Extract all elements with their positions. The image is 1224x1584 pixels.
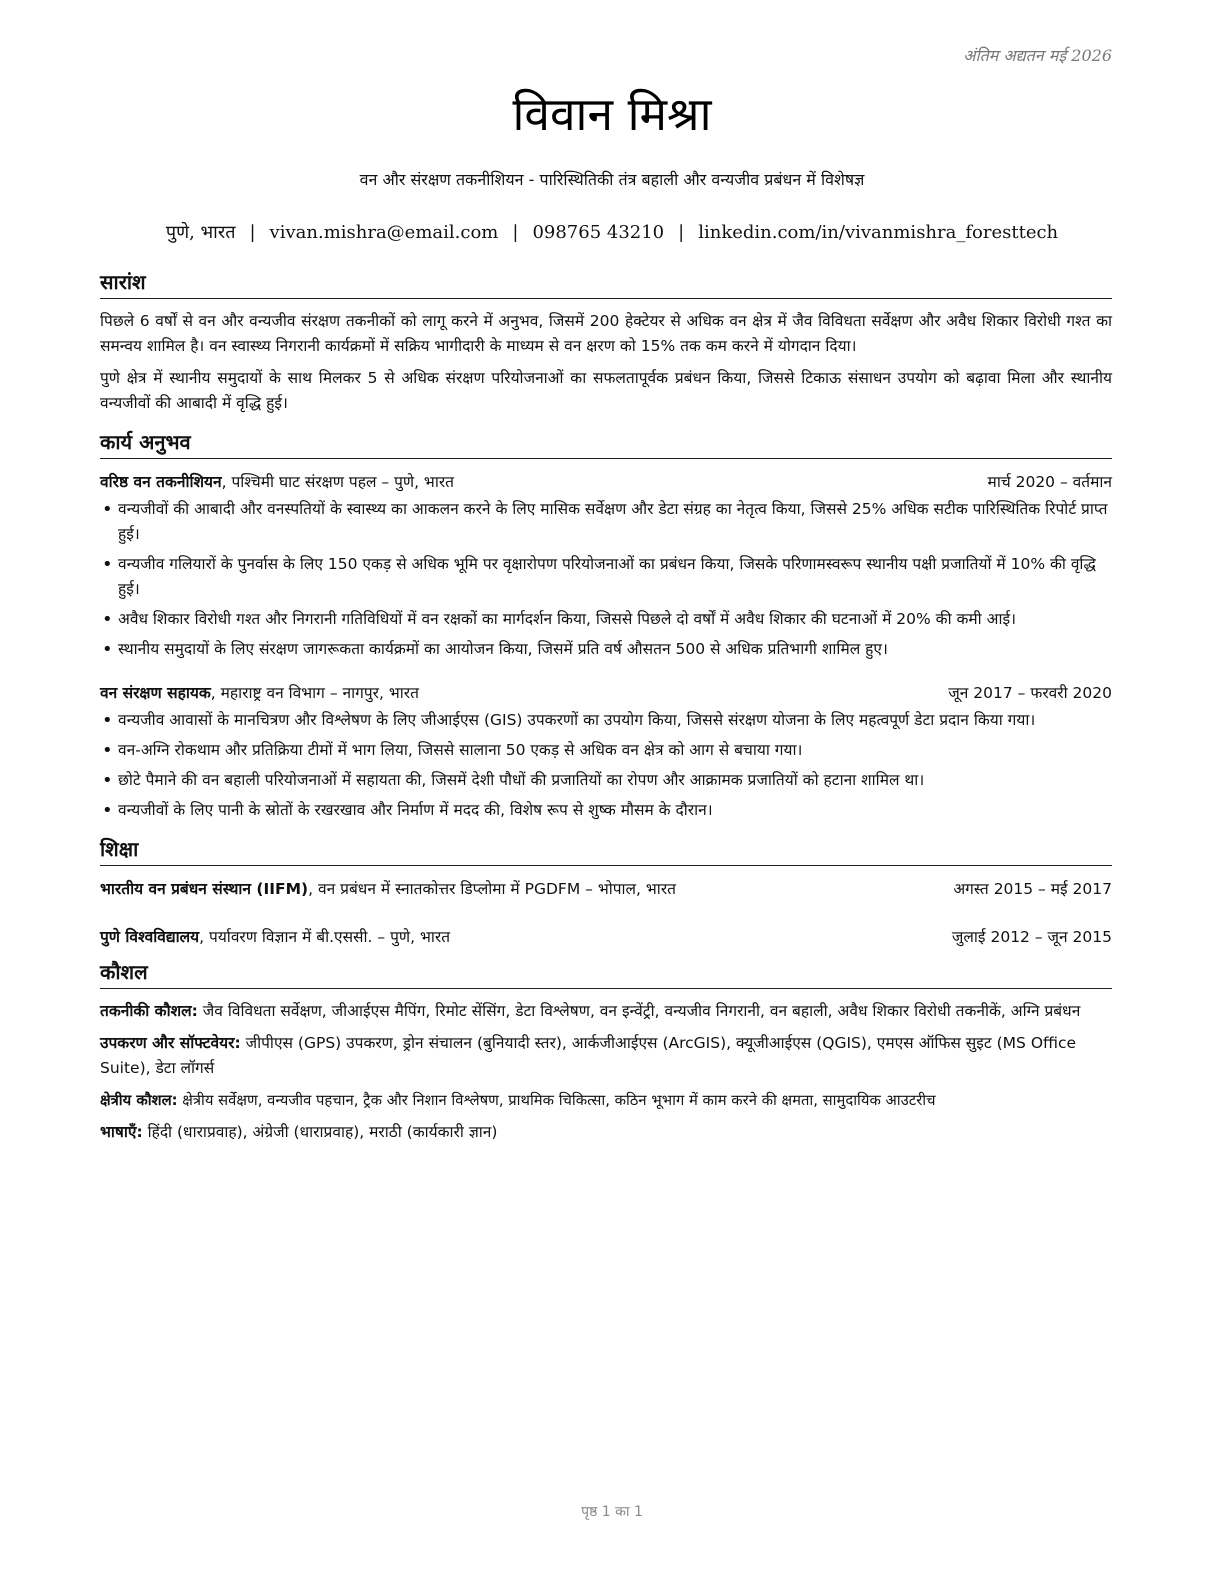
job-header bbox=[100, 680, 1112, 706]
job-dates: जून 2017 – फरवरी 2020 bbox=[948, 684, 1112, 702]
page-number: पृष्ठ 1 का 1 bbox=[581, 1504, 643, 1520]
skills-section bbox=[100, 958, 1112, 1145]
section-heading-experience: कार्य अनुभव bbox=[100, 428, 1112, 459]
education-section bbox=[100, 835, 1112, 950]
section-heading-education: शिक्षा bbox=[100, 835, 1112, 866]
skill-label: तकनीकी कौशल: bbox=[100, 1002, 198, 1020]
job-bullets bbox=[100, 497, 1112, 662]
experience-section bbox=[100, 428, 1112, 823]
education-entry bbox=[100, 924, 1112, 950]
section-heading-summary: सारांश bbox=[100, 268, 1112, 299]
skill-label: उपकरण और सॉफ्टवेयर: bbox=[100, 1034, 241, 1052]
education-dates: जुलाई 2012 – जून 2015 bbox=[951, 928, 1112, 946]
resume-body bbox=[100, 268, 1112, 1152]
summary-section bbox=[100, 268, 1112, 416]
education-institution: पुणे विश्वविद्यालय bbox=[100, 928, 200, 946]
skill-value: जैव विविधता सर्वेक्षण, जीआईएस मैपिंग, रिमोट सेंसिंग, डेटा विश्लेषण, वन इन्वेंट्री, वन्यजीव निगरानी, वन बहाली, अवैध शिकार विरोधी तकनीकें, अग्नि प्रबंधन bbox=[197, 1002, 1081, 1020]
contact-email[interactable]: vivan.mishra@email.com bbox=[269, 222, 499, 243]
skill-value: जीपीएस (GPS) उपकरण, ड्रोन संचालन (बुनियादी स्तर), आर्कजीआईएस (ArcGIS), क्यूजीआईएस (QGIS), एमएस ऑफिस सुइट (MS Office Suite), डेटा लॉगर्स bbox=[100, 1034, 1077, 1077]
job-title-line bbox=[100, 469, 454, 495]
job-title: वन संरक्षण सहायक bbox=[100, 684, 211, 702]
job-entry bbox=[100, 469, 1112, 662]
education-detail: , पर्यावरण विज्ञान में बी.एससी. – पुणे, भारत bbox=[199, 928, 451, 946]
job-bullet: • अवैध शिकार विरोधी गश्त और निगरानी गतिविधियों में वन रक्षकों का मार्गदर्शन किया, जिससे पिछले दो वर्षों में अवैध शिकार की घटनाओं में 20% की कमी आई। bbox=[100, 607, 1112, 632]
job-bullet: • वन्यजीव आवासों के मानचित्रण और विश्लेषण के लिए जीआईएस (GIS) उपकरणों का उपयोग किया, जिससे संरक्षण योजना के लिए महत्वपूर्ण डेटा प्रदान किया गया। bbox=[100, 708, 1112, 733]
skill-row-tools bbox=[100, 1031, 1112, 1081]
job-header bbox=[100, 469, 1112, 495]
job-title: वरिष्ठ वन तकनीशियन bbox=[100, 473, 222, 491]
job-organization: , पश्चिमी घाट संरक्षण पहल – पुणे, भारत bbox=[221, 473, 455, 491]
skill-label: भाषाएँ: bbox=[100, 1123, 143, 1141]
job-title-line bbox=[100, 680, 419, 706]
job-bullet: • वन्यजीव गलियारों के पुनर्वास के लिए 150 एकड़ से अधिक भूमि पर वृक्षारोपण परियोजनाओं का प्रबंधन किया, जिसके परिणामस्वरूप स्थानीय पक्षी प्रजातियों में 10% की वृद्धि हुई। bbox=[100, 552, 1112, 602]
education-line bbox=[100, 876, 676, 902]
job-bullet: • स्थानीय समुदायों के लिए संरक्षण जागरूकता कार्यक्रमों का आयोजन किया, जिसमें प्रति वर्ष औसतन 500 से अधिक प्रतिभागी शामिल हुए। bbox=[100, 637, 1112, 662]
skill-row-technical bbox=[100, 999, 1112, 1024]
education-detail: , वन प्रबंधन में स्नातकोत्तर डिप्लोमा में PGDFM – भोपाल, भारत bbox=[308, 880, 676, 898]
education-dates: अगस्त 2015 – मई 2017 bbox=[953, 880, 1112, 898]
contact-linkedin[interactable]: linkedin.com/in/vivanmishra_foresttech bbox=[698, 222, 1059, 243]
contact-separator: | bbox=[678, 222, 685, 243]
education-entry bbox=[100, 876, 1112, 902]
job-entry bbox=[100, 680, 1112, 823]
last-updated-note: अंतिम अद्यतन मई 2026 bbox=[963, 46, 1112, 65]
job-organization: , महाराष्ट्र वन विभाग – नागपुर, भारत bbox=[210, 684, 419, 702]
candidate-tagline: वन और संरक्षण तकनीशियन - पारिस्थितिकी तंत्र बहाली और वन्यजीव प्रबंधन में विशेषज्ञ bbox=[359, 170, 865, 189]
skill-row-field bbox=[100, 1088, 1112, 1113]
skill-label: क्षेत्रीय कौशल: bbox=[100, 1092, 178, 1109]
summary-paragraph: पिछले 6 वर्षों से वन और वन्यजीव संरक्षण तकनीकों को लागू करने में अनुभव, जिसमें 200 हेक्टेयर से अधिक वन क्षेत्र में जैव विविधता सर्वेक्षण और अवैध शिकार विरोधी गश्त का समन्वय शामिल है। वन स्वास्थ्य निगरानी कार्यक्रमों में सक्रिय भागीदारी के माध्यम से वन क्षरण को 15% तक कम करने में योगदान दिया। bbox=[100, 312, 1112, 355]
job-bullet: • वन-अग्नि रोकथाम और प्रतिक्रिया टीमों में भाग लिया, जिससे सालाना 50 एकड़ से अधिक वन क्षेत्र को आग से बचाया गया। bbox=[100, 738, 1112, 763]
contact-line bbox=[0, 220, 1224, 244]
education-institution: भारतीय वन प्रबंधन संस्थान (IIFM) bbox=[100, 880, 309, 898]
job-bullets bbox=[100, 708, 1112, 823]
section-heading-skills: कौशल bbox=[100, 958, 1112, 989]
contact-separator: | bbox=[512, 222, 519, 243]
job-bullet: • छोटे पैमाने की वन बहाली परियोजनाओं में सहायता की, जिसमें देशी पौधों की प्रजातियों का रोपण और आक्रामक प्रजातियों को हटाना शामिल था। bbox=[100, 768, 1112, 793]
job-bullet: • वन्यजीवों की आबादी और वनस्पतियों के स्वास्थ्य का आकलन करने के लिए मासिक सर्वेक्षण और डेटा संग्रह का नेतृत्व किया, जिससे 25% अधिक सटीक पारिस्थितिक रिपोर्ट प्राप्त हुई। bbox=[100, 497, 1112, 547]
contact-location: पुणे, भारत bbox=[165, 222, 236, 243]
summary-paragraph: पुणे क्षेत्र में स्थानीय समुदायों के साथ मिलकर 5 से अधिक संरक्षण परियोजनाओं का सफलतापूर्वक प्रबंधन किया, जिससे टिकाऊ संसाधन उपयोग को बढ़ावा मिला और स्थानीय वन्यजीवों की आबादी में वृद्धि हुई। bbox=[100, 369, 1112, 412]
contact-separator: | bbox=[249, 222, 256, 243]
skill-value: हिंदी (धाराप्रवाह), अंग्रेजी (धाराप्रवाह), मराठी (कार्यकारी ज्ञान) bbox=[142, 1123, 498, 1141]
contact-phone: 098765 43210 bbox=[532, 222, 665, 243]
skill-value: क्षेत्रीय सर्वेक्षण, वन्यजीव पहचान, ट्रैक और निशान विश्लेषण, प्राथमिक चिकित्सा, कठिन भूभाग में काम करने की क्षमता, सामुदायिक आउटरीच bbox=[177, 1092, 936, 1109]
job-bullet: • वन्यजीवों के लिए पानी के स्रोतों के रखरखाव और निर्माण में मदद की, विशेष रूप से शुष्क मौसम के दौरान। bbox=[100, 798, 1112, 823]
skill-row-languages bbox=[100, 1120, 1112, 1145]
job-dates: मार्च 2020 – वर्तमान bbox=[987, 473, 1112, 491]
candidate-name: विवान मिश्रा bbox=[512, 87, 712, 141]
education-line bbox=[100, 924, 450, 950]
